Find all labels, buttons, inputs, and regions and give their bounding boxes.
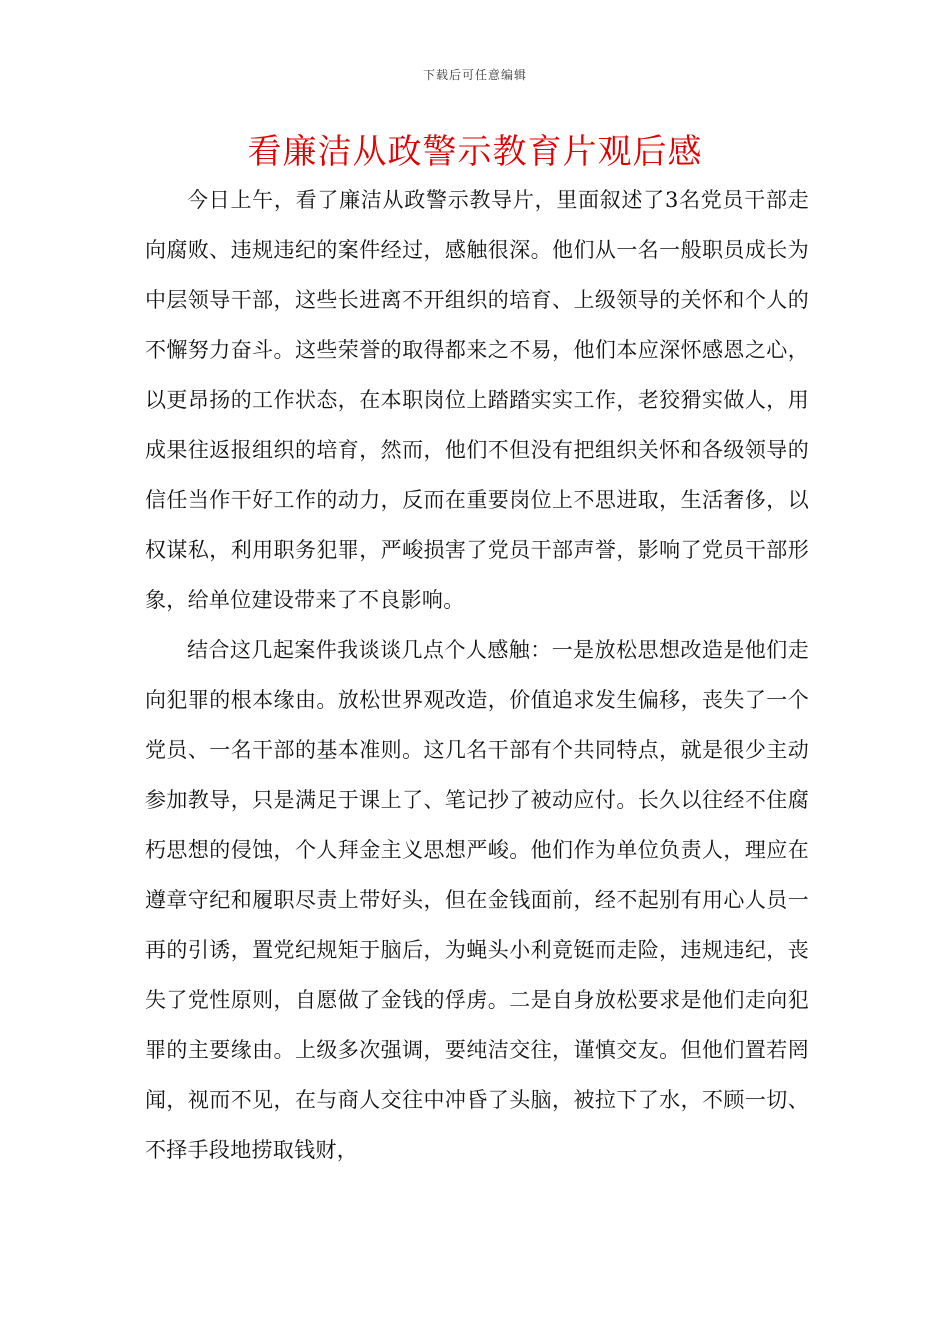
header-note: 下载后可任意编辑	[422, 68, 527, 82]
paragraph-1: 今日上午，看了廉洁从政警示教导片，里面叙述了3名党员干部走向腐败、违规违纪的案件经过，感触很深。他们从一名一般职员成长为中层领导干部，这些长进离不开组织的培育、上级领导的关怀和个人的不懈努力奋斗。这些荣誉的取得都来之不易，他们本应深怀感恩之心，以更昂扬的工作状态，在本职岗位上踏踏实实工作，老狡猾实做人，用成果往返报组织的培育，然而，他们不但没有把组织关怀和各级领导的信任当作干好工作的动力，反而在重要岗位上不思进取，生活奢侈，以权谋私，利用职务犯罪，严峻损害了党员干部声誉，影响了党员干部形象，给单位建设带来了不良影响。	[145, 188, 809, 612]
document-body	[145, 175, 809, 1175]
paragraph-2: 结合这几起案件我谈谈几点个人感触：一是放松思想改造是他们走向犯罪的根本缘由。放松世界观改造，价值追求发生偏移，丧失了一个党员、一名干部的基本准则。这几名干部有个共同特点，就是很少主动参加教导，只是满足于课上了、笔记抄了被动应付。长久以往经不住腐朽思想的侵蚀，个人拜金主义思想严峻。他们作为单位负责人，理应在遵章守纪和履职尽责上带好头，但在金钱面前，经不起别有用心人员一再的引诱，置党纪规矩于脑后，为蝇头小利竟铤而走险，违规违纪，丧失了党性原则，自愿做了金钱的俘虏。二是自身放松要求是他们走向犯罪的主要缘由。上级多次强调，要纯洁交往，谨慎交友。但他们置若罔闻，视而不见，在与商人交往中冲昏了头脑，被拉下了水，不顾一切、不择手段地捞取钱财，	[145, 638, 809, 1162]
document-title: 看廉洁从政警示教育片观后感	[247, 132, 703, 172]
